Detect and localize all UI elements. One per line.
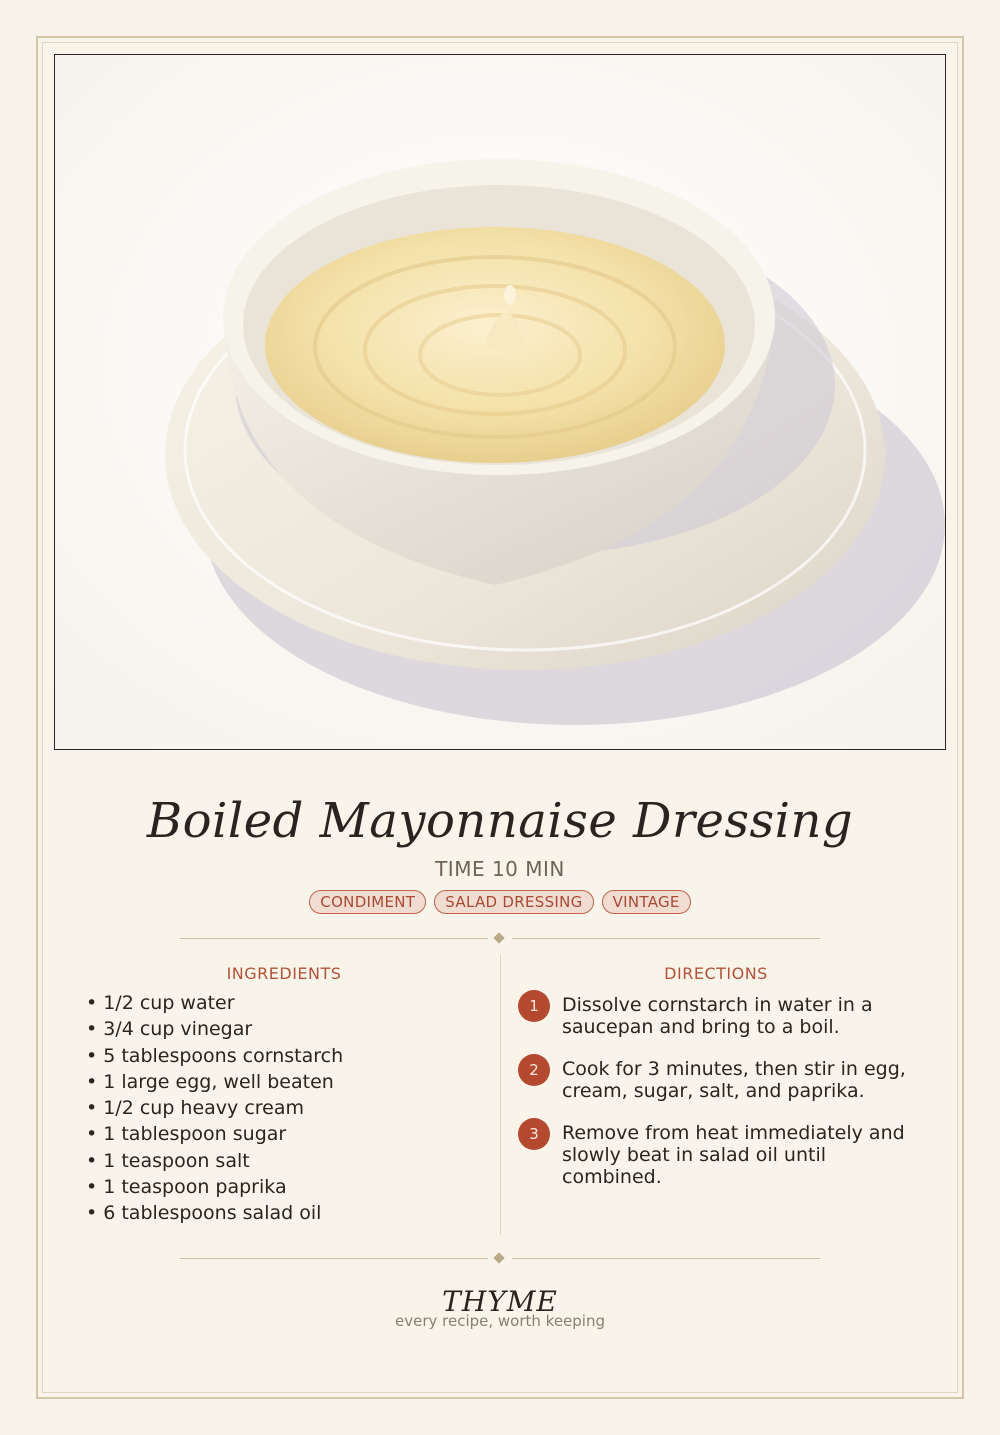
column-divider [500,955,501,1235]
direction-step [518,1054,918,1102]
recipe-title: Boiled Mayonnaise Dressing [146,793,854,849]
brand-logo: THYME [442,1285,558,1318]
ingredient-item: • 5 tablespoons cornstarch [86,1043,486,1069]
section-divider-bottom [180,1252,820,1266]
ingredients-list [86,990,486,1227]
brand-tagline: every recipe, worth keeping [394,1312,605,1330]
diamond-ornament-icon [493,1252,504,1263]
tag-list [60,890,940,914]
directions-heading: DIRECTIONS [664,964,768,983]
ingredient-item: • 1 large egg, well beaten [86,1069,486,1095]
diamond-ornament-icon [493,932,504,943]
step-number-badge: 3 [518,1118,550,1150]
ingredient-item: • 1 tablespoon sugar [86,1121,486,1147]
step-number-badge: 2 [518,1054,550,1086]
step-text: Remove from heat immediately and slowly beat in salad oil until combined. [562,1122,905,1188]
ingredient-item: • 1 teaspoon salt [86,1148,486,1174]
direction-step [518,990,918,1038]
section-divider-top [180,932,820,946]
ingredient-item: • 1/2 cup heavy cream [86,1095,486,1121]
step-text: Dissolve cornstarch in water in a saucepan and bring to a boil. [562,994,873,1038]
ingredient-item: • 1/2 cup water [86,990,486,1016]
tag-salad-dressing[interactable]: SALAD DRESSING [434,890,593,914]
hero-image-mayonnaise-bowl [54,54,946,750]
step-text: Cook for 3 minutes, then stir in egg, cream, sugar, salt, and paprika. [562,1058,906,1102]
direction-step [518,1118,918,1188]
tag-vintage[interactable]: VINTAGE [602,890,691,914]
directions-list [518,990,918,1204]
ingredient-item: • 1 teaspoon paprika [86,1174,486,1200]
tag-condiment[interactable]: CONDIMENT [309,890,426,914]
recipe-time: TIME 10 MIN [435,857,565,881]
ingredient-item: • 6 tablespoons salad oil [86,1200,486,1226]
ingredients-heading: INGREDIENTS [226,964,342,983]
ingredient-item: • 3/4 cup vinegar [86,1016,486,1042]
step-number-badge: 1 [518,990,550,1022]
